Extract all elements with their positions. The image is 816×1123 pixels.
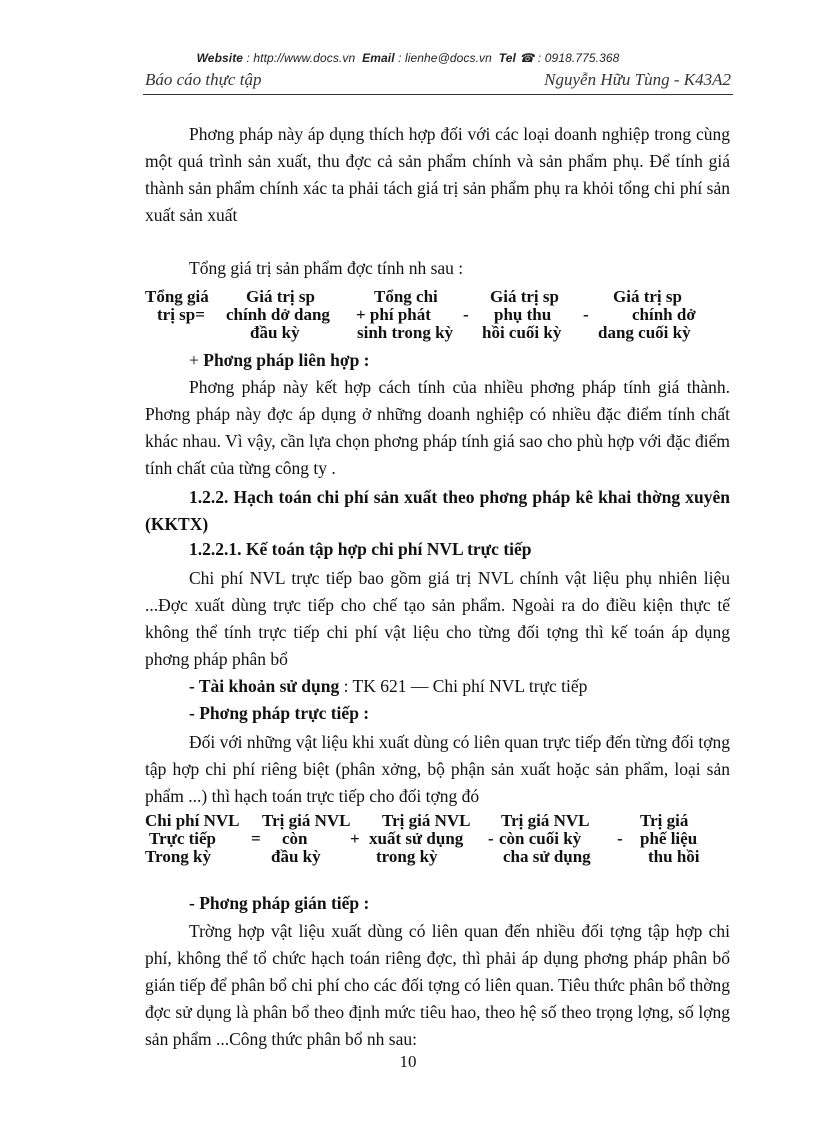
account-label: - Tài khoản sử dụng	[189, 676, 340, 696]
formula1-r3-c5: dang cuối kỳ	[598, 323, 691, 342]
website-label: Website	[196, 51, 244, 65]
formula2-r2-c5: phế liệu	[640, 829, 698, 848]
heading-giantiep: - Phơng pháp gián tiếp :	[189, 893, 370, 913]
heading-1-2-2: 1.2.2. Hạch toán chi phí sản xuất theo phơng pháp kê khai thờng xuyên (KKTX)	[145, 487, 730, 534]
formula2-r2-c4: còn cuối kỳ	[499, 829, 582, 848]
formula2-r1-c5: Trị giá	[640, 811, 689, 830]
formula2-r1-c3: Trị giá NVL	[382, 811, 471, 830]
paragraph-5: Đối với những vật liệu khi xuất dùng có liên quan trực tiếp đến từng đối tợng tập hợp chi phí riêng biệt (phân xởng, bộ phận sản xuất hoặc sản phẩm, loại sản phẩm ...) thì hạch toán trực tiếp cho đối tợng đó	[145, 732, 730, 806]
formula2-r2-eq: =	[251, 829, 261, 848]
formula2-r3-c2: đầu kỳ	[271, 847, 321, 866]
account-value: : TK 621 — Chi phí NVL trực tiếp	[339, 676, 588, 696]
top-banner	[0, 51, 816, 65]
account-line	[189, 676, 587, 697]
tel-label: Tel	[498, 51, 516, 65]
tel-value: ☎ : 0918.775.368	[516, 51, 620, 65]
page-number: 10	[399, 1052, 417, 1071]
formula2-r1-c4: Trị giá NVL	[501, 811, 590, 830]
formula2-r3-c5: thu hồi	[648, 847, 700, 866]
paragraph-2: Tổng giá trị sản phẩm đợc tính nh sau :	[189, 258, 464, 278]
running-header	[145, 70, 731, 92]
formula2-r2-c1: Trực tiếp	[149, 829, 217, 848]
formula2-r3-c3: trong kỳ	[376, 847, 438, 866]
formula2-r3-c1: Trong kỳ	[145, 847, 211, 866]
paragraph-4: Chi phí NVL trực tiếp bao gồm giá trị NVL chính vật liệu phụ nhiên liệu ...Đợc xuất dùng trực tiếp cho chế tạo sản phẩm. Ngoài ra do điều kiện thực tế không thể tính trực tiếp chi phí vật liệu cho từng đối tợng thì kế toán áp dụng phơng pháp phân bổ	[145, 568, 730, 669]
email-label: Email	[362, 51, 395, 65]
formula2-r2-c2: còn	[282, 829, 308, 848]
heading-lienhop	[189, 350, 370, 371]
formula2-r3-c4: cha sử dụng	[503, 847, 591, 866]
formula2-r2-plus: +	[350, 829, 360, 848]
heading-lienhop-text: Phơng pháp liên hợp :	[203, 350, 370, 370]
plus-sign: +	[189, 350, 204, 370]
formula1-r2-minus2: -	[583, 305, 589, 324]
formula1-r1-c1: Tổng giá	[145, 287, 209, 306]
formula1-r1-c3: Tổng chi	[374, 287, 438, 306]
formula1-r2-c4: phụ thu	[494, 305, 552, 324]
formula2-r2-minus2: -	[617, 829, 623, 848]
header-left: Báo cáo thực tập	[145, 70, 262, 89]
formula1-r3-c3: sinh trong kỳ	[357, 323, 454, 342]
paragraph-3: Phơng pháp này kết hợp cách tính của nhiều phơng pháp tính giá thành. Phơng pháp này đợc áp dụng ở những doanh nghiệp có nhiều đặc điểm tính chất khác nhau. Vì vậy, cần lựa chọn phơng pháp tính giá sao cho phù hợp với đặc điểm tính chất của từng công ty .	[145, 377, 730, 478]
paragraph-1: Phơng pháp này áp dụng thích hợp đối với các loại doanh nghiệp trong cùng một quá trình sản xuất, thu đợc cả sản phẩm chính và sản phẩm phụ. Để tính giá thành sản phẩm chính xác ta phải tách giá trị sản phẩm phụ ra khỏi tổng chi phí sản xuất sản xuất	[145, 124, 730, 225]
formula1-r1-c2: Giá trị sp	[246, 287, 315, 306]
paragraph-6: Trờng hợp vật liệu xuất dùng có liên quan đến nhiều đối tợng tập hợp chi phí, không thể tổ chức hạch toán riêng đợc, thì phải áp dụng phơng pháp phân bổ gián tiếp để phân bổ chi phí cho các đối tợng có liên quan. Tiêu thức phân bổ thờng đợc sử dụng là phân bổ theo định mức tiêu hao, theo hệ số theo trọng lợng, số lợng sản phẩm ...Công thức phân bổ nh sau:	[145, 921, 730, 1049]
heading-tructiep: - Phơng pháp trực tiếp :	[189, 703, 370, 723]
website-value: : http://www.docs.vn	[243, 51, 356, 65]
heading-1-2-2-1: 1.2.2.1. Kế toán tập hợp chi phí NVL trực tiếp	[189, 539, 532, 559]
formula1-r2-c5: chính dở	[632, 305, 696, 324]
formula1-r2-c2: chính dở dang	[226, 305, 330, 324]
email-value: : lienhe@docs.vn	[394, 51, 492, 65]
formula1-r2-minus1: -	[463, 305, 469, 324]
formula2-r1-c1: Chi phí NVL	[145, 811, 240, 830]
header-right: Nguyễn Hữu Tùng - K43A2	[544, 70, 731, 89]
formula1-r1-c4: Giá trị sp	[490, 287, 559, 306]
formula2-r2-minus1: -	[488, 829, 494, 848]
formula1-r3-c4: hồi cuối kỳ	[482, 323, 562, 342]
header-divider	[143, 94, 733, 95]
formula1-r2-c1: trị sp=	[157, 305, 205, 324]
formula1-r2-c3: + phí phát	[356, 305, 431, 324]
formula2-r2-c3: xuất sử dụng	[369, 829, 464, 848]
formula1-r1-c5: Giá trị sp	[613, 287, 682, 306]
formula1-r3-c2: đầu kỳ	[250, 323, 300, 342]
formula2-r1-c2: Trị giá NVL	[262, 811, 351, 830]
